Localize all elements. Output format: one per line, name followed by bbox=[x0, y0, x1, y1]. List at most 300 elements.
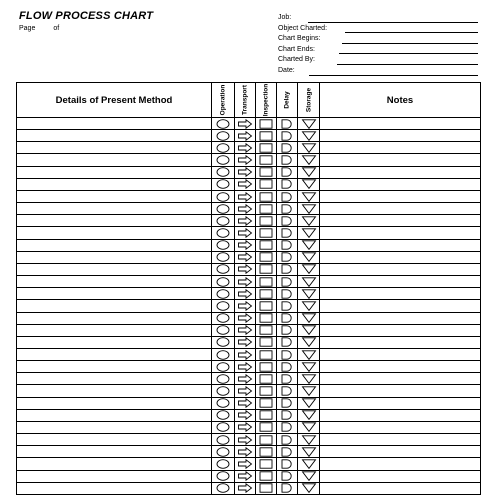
notes-cell[interactable] bbox=[320, 239, 481, 251]
details-cell[interactable] bbox=[17, 421, 212, 433]
details-cell[interactable] bbox=[17, 154, 212, 166]
arrow-symbol-cell[interactable] bbox=[235, 458, 256, 470]
details-cell[interactable] bbox=[17, 276, 212, 288]
square-symbol-cell[interactable] bbox=[256, 324, 277, 336]
d-shape-symbol-cell[interactable] bbox=[277, 312, 298, 324]
d-shape-symbol-cell[interactable] bbox=[277, 203, 298, 215]
d-shape-symbol-cell[interactable] bbox=[277, 458, 298, 470]
notes-cell[interactable] bbox=[320, 373, 481, 385]
table-row bbox=[17, 348, 481, 360]
triangle-symbol-cell[interactable] bbox=[298, 227, 320, 239]
d-shape-icon bbox=[279, 119, 295, 129]
square-symbol-cell[interactable] bbox=[256, 458, 277, 470]
square-icon bbox=[258, 119, 274, 129]
arrow-symbol-cell[interactable] bbox=[235, 336, 256, 348]
square-symbol-cell[interactable] bbox=[256, 446, 277, 458]
triangle-icon bbox=[301, 143, 317, 153]
d-shape-symbol-cell[interactable] bbox=[277, 434, 298, 446]
arrow-symbol-cell[interactable] bbox=[235, 118, 256, 130]
table-row bbox=[17, 190, 481, 202]
triangle-symbol-cell[interactable] bbox=[298, 446, 320, 458]
d-shape-icon bbox=[279, 155, 295, 165]
notes-cell[interactable] bbox=[320, 458, 481, 470]
triangle-icon bbox=[301, 459, 317, 469]
circle-symbol-cell[interactable] bbox=[212, 312, 235, 324]
d-shape-icon bbox=[279, 374, 295, 384]
d-shape-symbol-cell[interactable] bbox=[277, 251, 298, 263]
date-field[interactable] bbox=[278, 66, 478, 77]
d-shape-symbol-cell[interactable] bbox=[277, 178, 298, 190]
circle-symbol-cell[interactable] bbox=[212, 470, 235, 482]
d-shape-icon bbox=[279, 301, 295, 311]
arrow-symbol-cell[interactable] bbox=[235, 361, 256, 373]
arrow-icon bbox=[237, 422, 253, 432]
notes-cell[interactable] bbox=[320, 263, 481, 275]
circle-symbol-cell[interactable] bbox=[212, 118, 235, 130]
arrow-symbol-cell[interactable] bbox=[235, 178, 256, 190]
notes-cell[interactable] bbox=[320, 385, 481, 397]
circle-icon bbox=[215, 447, 231, 457]
circle-symbol-cell[interactable] bbox=[212, 263, 235, 275]
d-shape-symbol-cell[interactable] bbox=[277, 373, 298, 385]
triangle-icon bbox=[301, 422, 317, 432]
details-cell[interactable] bbox=[17, 215, 212, 227]
square-symbol-cell[interactable] bbox=[256, 409, 277, 421]
d-shape-symbol-cell[interactable] bbox=[277, 385, 298, 397]
table-row bbox=[17, 361, 481, 373]
circle-symbol-cell[interactable] bbox=[212, 130, 235, 142]
circle-icon bbox=[215, 228, 231, 238]
arrow-symbol-cell[interactable] bbox=[235, 239, 256, 251]
arrow-symbol-cell[interactable] bbox=[235, 142, 256, 154]
circle-icon bbox=[215, 131, 231, 141]
notes-cell[interactable] bbox=[320, 251, 481, 263]
arrow-symbol-cell[interactable] bbox=[235, 434, 256, 446]
square-icon bbox=[258, 179, 274, 189]
square-symbol-cell[interactable] bbox=[256, 154, 277, 166]
arrow-symbol-cell[interactable] bbox=[235, 409, 256, 421]
d-shape-symbol-cell[interactable] bbox=[277, 118, 298, 130]
square-symbol-cell[interactable] bbox=[256, 166, 277, 178]
triangle-icon bbox=[301, 471, 317, 481]
circle-symbol-cell[interactable] bbox=[212, 397, 235, 409]
square-symbol-cell[interactable] bbox=[256, 336, 277, 348]
d-shape-icon bbox=[279, 313, 295, 323]
details-header: Details of Present Method bbox=[17, 83, 212, 118]
triangle-symbol-cell[interactable] bbox=[298, 397, 320, 409]
circle-symbol-cell[interactable] bbox=[212, 348, 235, 360]
arrow-symbol-cell[interactable] bbox=[235, 227, 256, 239]
details-cell[interactable] bbox=[17, 361, 212, 373]
square-symbol-cell[interactable] bbox=[256, 482, 277, 494]
triangle-symbol-cell[interactable] bbox=[298, 409, 320, 421]
notes-cell[interactable] bbox=[320, 446, 481, 458]
details-cell[interactable] bbox=[17, 166, 212, 178]
circle-symbol-cell[interactable] bbox=[212, 142, 235, 154]
d-shape-symbol-cell[interactable] bbox=[277, 288, 298, 300]
table-row bbox=[17, 154, 481, 166]
table-row bbox=[17, 482, 481, 494]
details-cell[interactable] bbox=[17, 251, 212, 263]
job-underline bbox=[308, 22, 478, 23]
d-shape-symbol-cell[interactable] bbox=[277, 190, 298, 202]
arrow-icon bbox=[237, 119, 253, 129]
d-shape-symbol-cell[interactable] bbox=[277, 397, 298, 409]
triangle-symbol-cell[interactable] bbox=[298, 178, 320, 190]
details-cell[interactable] bbox=[17, 470, 212, 482]
circle-symbol-cell[interactable] bbox=[212, 434, 235, 446]
arrow-symbol-cell[interactable] bbox=[235, 446, 256, 458]
d-shape-symbol-cell[interactable] bbox=[277, 421, 298, 433]
d-shape-symbol-cell[interactable] bbox=[277, 263, 298, 275]
d-shape-icon bbox=[279, 167, 295, 177]
notes-cell[interactable] bbox=[320, 154, 481, 166]
square-symbol-cell[interactable] bbox=[256, 142, 277, 154]
square-symbol-cell[interactable] bbox=[256, 385, 277, 397]
arrow-symbol-cell[interactable] bbox=[235, 251, 256, 263]
d-shape-icon bbox=[279, 204, 295, 214]
d-shape-icon bbox=[279, 325, 295, 335]
details-cell[interactable] bbox=[17, 348, 212, 360]
d-shape-symbol-cell[interactable] bbox=[277, 227, 298, 239]
notes-cell[interactable] bbox=[320, 166, 481, 178]
details-cell[interactable] bbox=[17, 288, 212, 300]
triangle-icon bbox=[301, 204, 317, 214]
d-shape-symbol-cell[interactable] bbox=[277, 324, 298, 336]
triangle-symbol-cell[interactable] bbox=[298, 482, 320, 494]
square-icon bbox=[258, 459, 274, 469]
circle-icon bbox=[215, 410, 231, 420]
square-symbol-cell[interactable] bbox=[256, 470, 277, 482]
circle-symbol-cell[interactable] bbox=[212, 190, 235, 202]
triangle-symbol-cell[interactable] bbox=[298, 434, 320, 446]
circle-symbol-cell[interactable] bbox=[212, 324, 235, 336]
circle-icon bbox=[215, 325, 231, 335]
square-symbol-cell[interactable] bbox=[256, 288, 277, 300]
arrow-icon bbox=[237, 435, 253, 445]
details-cell[interactable] bbox=[17, 178, 212, 190]
triangle-symbol-cell[interactable] bbox=[298, 251, 320, 263]
table-row bbox=[17, 215, 481, 227]
square-symbol-cell[interactable] bbox=[256, 118, 277, 130]
notes-cell[interactable] bbox=[320, 300, 481, 312]
details-cell[interactable] bbox=[17, 434, 212, 446]
details-cell[interactable] bbox=[17, 300, 212, 312]
notes-cell[interactable] bbox=[320, 142, 481, 154]
details-cell[interactable] bbox=[17, 385, 212, 397]
triangle-symbol-cell[interactable] bbox=[298, 154, 320, 166]
d-shape-icon bbox=[279, 252, 295, 262]
notes-cell[interactable] bbox=[320, 397, 481, 409]
object-charted-label: Object Charted: bbox=[278, 24, 328, 32]
notes-cell[interactable] bbox=[320, 312, 481, 324]
arrow-symbol-cell[interactable] bbox=[235, 470, 256, 482]
triangle-symbol-cell[interactable] bbox=[298, 130, 320, 142]
notes-cell[interactable] bbox=[320, 470, 481, 482]
triangle-symbol-cell[interactable] bbox=[298, 118, 320, 130]
arrow-icon bbox=[237, 264, 253, 274]
arrow-symbol-cell[interactable] bbox=[235, 263, 256, 275]
square-icon bbox=[258, 252, 274, 262]
notes-cell[interactable] bbox=[320, 130, 481, 142]
chart-ends-field[interactable] bbox=[278, 45, 478, 56]
details-cell[interactable] bbox=[17, 458, 212, 470]
square-symbol-cell[interactable] bbox=[256, 361, 277, 373]
circle-icon bbox=[215, 435, 231, 445]
d-shape-icon bbox=[279, 277, 295, 287]
d-shape-icon bbox=[279, 422, 295, 432]
d-shape-icon bbox=[279, 483, 295, 493]
square-symbol-cell[interactable] bbox=[256, 434, 277, 446]
notes-cell[interactable] bbox=[320, 434, 481, 446]
details-cell[interactable] bbox=[17, 409, 212, 421]
circle-symbol-cell[interactable] bbox=[212, 154, 235, 166]
arrow-symbol-cell[interactable] bbox=[235, 215, 256, 227]
notes-cell[interactable] bbox=[320, 336, 481, 348]
notes-cell[interactable] bbox=[320, 409, 481, 421]
square-symbol-cell[interactable] bbox=[256, 421, 277, 433]
triangle-symbol-cell[interactable] bbox=[298, 203, 320, 215]
triangle-symbol-cell[interactable] bbox=[298, 336, 320, 348]
d-shape-symbol-cell[interactable] bbox=[277, 348, 298, 360]
triangle-symbol-cell[interactable] bbox=[298, 348, 320, 360]
arrow-icon bbox=[237, 337, 253, 347]
arrow-symbol-cell[interactable] bbox=[235, 312, 256, 324]
job-label: Job: bbox=[278, 14, 292, 21]
arrow-symbol-cell[interactable] bbox=[235, 300, 256, 312]
triangle-symbol-cell[interactable] bbox=[298, 324, 320, 336]
arrow-symbol-cell[interactable] bbox=[235, 482, 256, 494]
circle-symbol-cell[interactable] bbox=[212, 178, 235, 190]
square-symbol-cell[interactable] bbox=[256, 251, 277, 263]
triangle-symbol-cell[interactable] bbox=[298, 276, 320, 288]
details-cell[interactable] bbox=[17, 118, 212, 130]
chart-title: FLOW PROCESS CHART bbox=[19, 10, 154, 22]
square-symbol-cell[interactable] bbox=[256, 276, 277, 288]
circle-symbol-cell[interactable] bbox=[212, 409, 235, 421]
table-row bbox=[17, 446, 481, 458]
triangle-symbol-cell[interactable] bbox=[298, 142, 320, 154]
arrow-symbol-cell[interactable] bbox=[235, 130, 256, 142]
table-row bbox=[17, 421, 481, 433]
chart-begins-field[interactable] bbox=[278, 34, 478, 45]
d-shape-symbol-cell[interactable] bbox=[277, 336, 298, 348]
details-cell[interactable] bbox=[17, 239, 212, 251]
d-shape-symbol-cell[interactable] bbox=[277, 482, 298, 494]
arrow-symbol-cell[interactable] bbox=[235, 190, 256, 202]
triangle-symbol-cell[interactable] bbox=[298, 470, 320, 482]
arrow-icon bbox=[237, 386, 253, 396]
arrow-symbol-cell[interactable] bbox=[235, 385, 256, 397]
table-row bbox=[17, 336, 481, 348]
triangle-symbol-cell[interactable] bbox=[298, 239, 320, 251]
triangle-icon bbox=[301, 216, 317, 226]
square-symbol-cell[interactable] bbox=[256, 312, 277, 324]
details-cell[interactable] bbox=[17, 203, 212, 215]
square-symbol-cell[interactable] bbox=[256, 215, 277, 227]
square-symbol-cell[interactable] bbox=[256, 227, 277, 239]
triangle-symbol-cell[interactable] bbox=[298, 458, 320, 470]
circle-icon bbox=[215, 386, 231, 396]
d-shape-symbol-cell[interactable] bbox=[277, 470, 298, 482]
d-shape-symbol-cell[interactable] bbox=[277, 300, 298, 312]
triangle-icon bbox=[301, 167, 317, 177]
circle-symbol-cell[interactable] bbox=[212, 251, 235, 263]
triangle-symbol-cell[interactable] bbox=[298, 385, 320, 397]
d-shape-symbol-cell[interactable] bbox=[277, 239, 298, 251]
arrow-symbol-cell[interactable] bbox=[235, 348, 256, 360]
delay-header: Delay bbox=[277, 83, 298, 118]
circle-symbol-cell[interactable] bbox=[212, 203, 235, 215]
arrow-icon bbox=[237, 325, 253, 335]
circle-symbol-cell[interactable] bbox=[212, 300, 235, 312]
circle-icon bbox=[215, 277, 231, 287]
triangle-symbol-cell[interactable] bbox=[298, 263, 320, 275]
triangle-symbol-cell[interactable] bbox=[298, 190, 320, 202]
arrow-symbol-cell[interactable] bbox=[235, 397, 256, 409]
triangle-symbol-cell[interactable] bbox=[298, 300, 320, 312]
square-symbol-cell[interactable] bbox=[256, 397, 277, 409]
square-icon bbox=[258, 471, 274, 481]
arrow-icon bbox=[237, 277, 253, 287]
square-icon bbox=[258, 410, 274, 420]
details-cell[interactable] bbox=[17, 130, 212, 142]
details-cell[interactable] bbox=[17, 312, 212, 324]
d-shape-symbol-cell[interactable] bbox=[277, 361, 298, 373]
notes-cell[interactable] bbox=[320, 276, 481, 288]
details-cell[interactable] bbox=[17, 446, 212, 458]
triangle-symbol-cell[interactable] bbox=[298, 166, 320, 178]
circle-symbol-cell[interactable] bbox=[212, 446, 235, 458]
details-cell[interactable] bbox=[17, 324, 212, 336]
circle-symbol-cell[interactable] bbox=[212, 227, 235, 239]
square-symbol-cell[interactable] bbox=[256, 373, 277, 385]
arrow-symbol-cell[interactable] bbox=[235, 421, 256, 433]
triangle-symbol-cell[interactable] bbox=[298, 373, 320, 385]
triangle-symbol-cell[interactable] bbox=[298, 288, 320, 300]
square-symbol-cell[interactable] bbox=[256, 348, 277, 360]
triangle-symbol-cell[interactable] bbox=[298, 312, 320, 324]
arrow-icon bbox=[237, 131, 253, 141]
object-charted-field[interactable] bbox=[278, 24, 478, 35]
notes-cell[interactable] bbox=[320, 361, 481, 373]
details-cell[interactable] bbox=[17, 482, 212, 494]
circle-symbol-cell[interactable] bbox=[212, 458, 235, 470]
circle-symbol-cell[interactable] bbox=[212, 336, 235, 348]
triangle-symbol-cell[interactable] bbox=[298, 421, 320, 433]
square-icon bbox=[258, 192, 274, 202]
triangle-symbol-cell[interactable] bbox=[298, 361, 320, 373]
notes-cell[interactable] bbox=[320, 227, 481, 239]
charted-by-label: Charted By: bbox=[278, 56, 315, 64]
notes-cell[interactable] bbox=[320, 178, 481, 190]
square-icon bbox=[258, 398, 274, 408]
circle-symbol-cell[interactable] bbox=[212, 361, 235, 373]
notes-cell[interactable] bbox=[320, 203, 481, 215]
arrow-symbol-cell[interactable] bbox=[235, 154, 256, 166]
arrow-symbol-cell[interactable] bbox=[235, 288, 256, 300]
square-icon bbox=[258, 240, 274, 250]
details-cell[interactable] bbox=[17, 227, 212, 239]
circle-symbol-cell[interactable] bbox=[212, 482, 235, 494]
object-charted-underline bbox=[345, 32, 478, 33]
arrow-symbol-cell[interactable] bbox=[235, 276, 256, 288]
d-shape-symbol-cell[interactable] bbox=[277, 130, 298, 142]
square-symbol-cell[interactable] bbox=[256, 239, 277, 251]
notes-cell[interactable] bbox=[320, 348, 481, 360]
arrow-symbol-cell[interactable] bbox=[235, 203, 256, 215]
circle-symbol-cell[interactable] bbox=[212, 385, 235, 397]
d-shape-symbol-cell[interactable] bbox=[277, 142, 298, 154]
arrow-icon bbox=[237, 143, 253, 153]
square-icon bbox=[258, 264, 274, 274]
square-symbol-cell[interactable] bbox=[256, 203, 277, 215]
of-label: of bbox=[53, 25, 60, 32]
d-shape-symbol-cell[interactable] bbox=[277, 166, 298, 178]
circle-icon bbox=[215, 204, 231, 214]
square-symbol-cell[interactable] bbox=[256, 263, 277, 275]
square-icon bbox=[258, 289, 274, 299]
d-shape-symbol-cell[interactable] bbox=[277, 409, 298, 421]
triangle-symbol-cell[interactable] bbox=[298, 215, 320, 227]
arrow-icon bbox=[237, 398, 253, 408]
d-shape-symbol-cell[interactable] bbox=[277, 154, 298, 166]
square-icon bbox=[258, 374, 274, 384]
notes-cell[interactable] bbox=[320, 190, 481, 202]
notes-cell[interactable] bbox=[320, 421, 481, 433]
square-symbol-cell[interactable] bbox=[256, 130, 277, 142]
transport-header: Transport bbox=[235, 83, 256, 118]
circle-icon bbox=[215, 192, 231, 202]
d-shape-symbol-cell[interactable] bbox=[277, 446, 298, 458]
arrow-symbol-cell[interactable] bbox=[235, 324, 256, 336]
circle-symbol-cell[interactable] bbox=[212, 288, 235, 300]
details-cell[interactable] bbox=[17, 263, 212, 275]
arrow-symbol-cell[interactable] bbox=[235, 373, 256, 385]
triangle-icon bbox=[301, 252, 317, 262]
circle-symbol-cell[interactable] bbox=[212, 276, 235, 288]
arrow-symbol-cell[interactable] bbox=[235, 166, 256, 178]
notes-cell[interactable] bbox=[320, 118, 481, 130]
job-field[interactable] bbox=[278, 13, 478, 24]
notes-cell[interactable] bbox=[320, 215, 481, 227]
d-shape-symbol-cell[interactable] bbox=[277, 215, 298, 227]
details-cell[interactable] bbox=[17, 190, 212, 202]
square-symbol-cell[interactable] bbox=[256, 178, 277, 190]
details-cell[interactable] bbox=[17, 336, 212, 348]
square-icon bbox=[258, 143, 274, 153]
circle-symbol-cell[interactable] bbox=[212, 373, 235, 385]
square-symbol-cell[interactable] bbox=[256, 190, 277, 202]
details-cell[interactable] bbox=[17, 397, 212, 409]
circle-symbol-cell[interactable] bbox=[212, 215, 235, 227]
circle-icon bbox=[215, 289, 231, 299]
circle-symbol-cell[interactable] bbox=[212, 239, 235, 251]
notes-cell[interactable] bbox=[320, 324, 481, 336]
charted-by-field[interactable] bbox=[278, 55, 478, 66]
charted-by-underline bbox=[337, 64, 478, 65]
notes-cell[interactable] bbox=[320, 482, 481, 494]
notes-header: Notes bbox=[320, 83, 481, 118]
square-symbol-cell[interactable] bbox=[256, 300, 277, 312]
details-cell[interactable] bbox=[17, 373, 212, 385]
d-shape-symbol-cell[interactable] bbox=[277, 276, 298, 288]
circle-symbol-cell[interactable] bbox=[212, 421, 235, 433]
circle-symbol-cell[interactable] bbox=[212, 166, 235, 178]
flow-process-table bbox=[16, 82, 481, 495]
details-cell[interactable] bbox=[17, 142, 212, 154]
notes-cell[interactable] bbox=[320, 288, 481, 300]
